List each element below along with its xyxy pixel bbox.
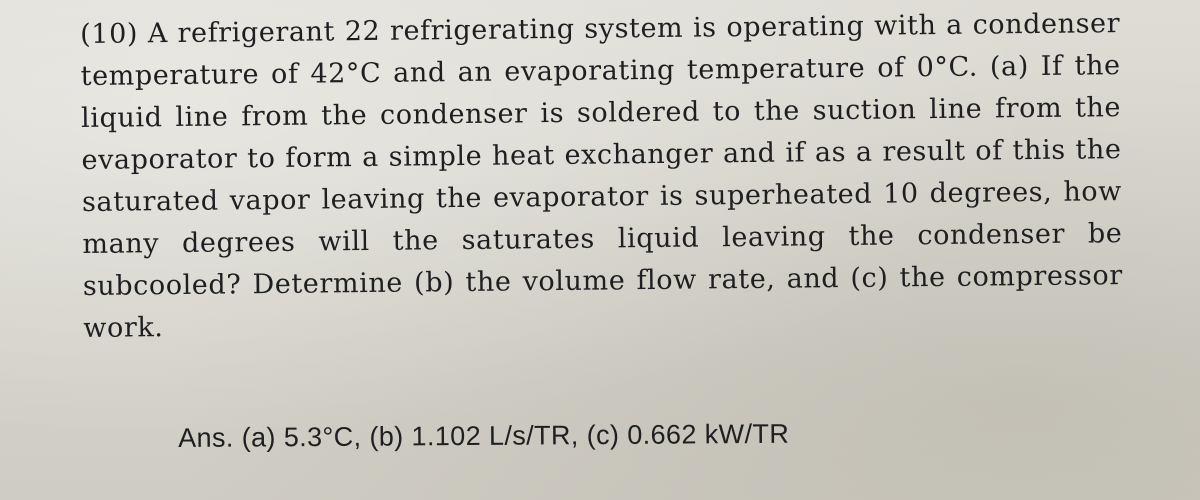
problem-statement: (10) A refrigerant 22 refrigerating system is operating with a condenser temperature of 42°C and an evaporating temperature of 0°C. (a) If the liquid line from the condenser is soldered to the suction line from the evaporator to form a simple heat exchanger and if as a result of this the saturated vapor leaving the evaporator is superheated 10 degrees, how many degrees will the saturates liquid leaving the condenser be subcooled? Determine (b) the volume flow rate, and (c) the compressor work. — [80, 8, 1123, 344]
answer-line: Ans. (a) 5.3°C, (b) 1.102 L/s/TR, (c) 0.662 kW/TR — [178, 418, 790, 453]
